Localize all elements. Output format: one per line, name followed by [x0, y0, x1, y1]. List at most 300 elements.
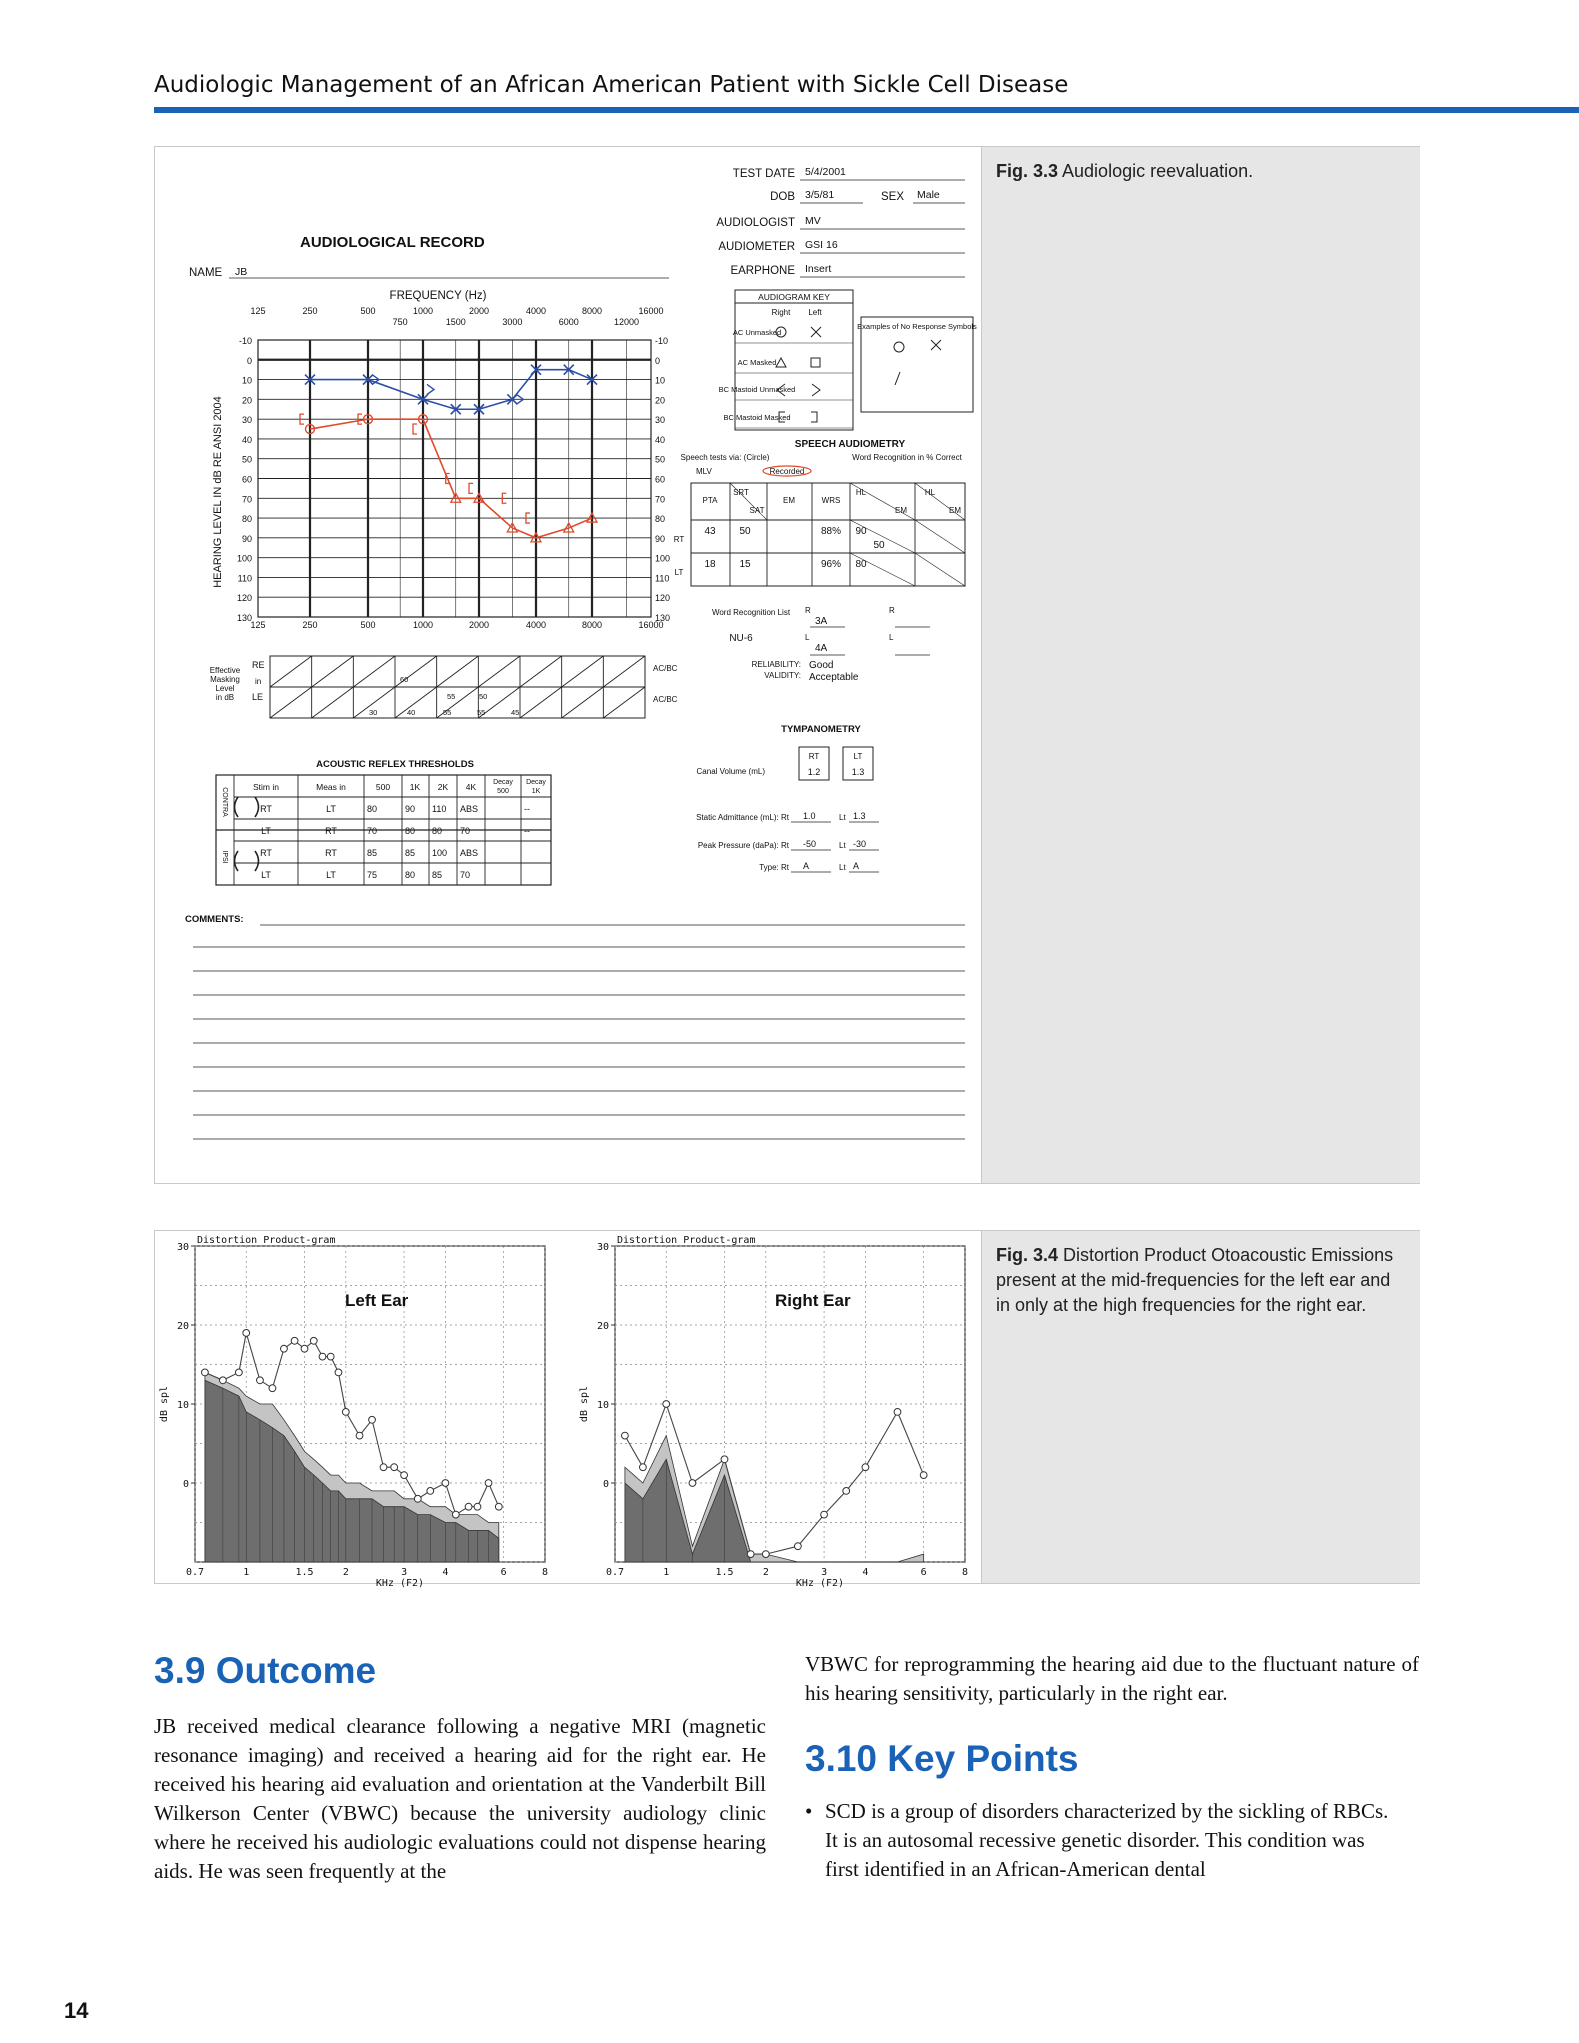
- masking-label-4: in dB: [215, 693, 235, 702]
- reflex-cell: LT: [326, 804, 336, 814]
- peak-label: Peak Pressure (daPa): Rt: [697, 841, 789, 850]
- dp-x-tick: 3: [401, 1567, 408, 1578]
- masking-le-value: 30: [369, 708, 378, 717]
- speech-header-em: EM: [783, 496, 795, 505]
- db-tick-left: 120: [236, 593, 252, 604]
- db-tick-right: 50: [655, 454, 666, 465]
- reflex-paren-left-2: [235, 851, 239, 871]
- reliability-label: RELIABILITY:: [751, 660, 801, 669]
- masking-le-value: 55: [443, 708, 452, 717]
- speech-hl-value: 80: [855, 559, 867, 570]
- key-acm-right-symbol: [776, 358, 786, 367]
- tymp-rt-label: RT: [808, 752, 820, 761]
- reflex-header-decay: Decay: [526, 779, 546, 786]
- freq-tick-mid: 12000: [613, 317, 640, 327]
- db-tick-right: 70: [655, 494, 666, 505]
- speech-header-em-2: EM: [895, 506, 907, 515]
- masking-diag-re: [437, 656, 479, 687]
- speech-srt-value: 15: [739, 559, 751, 570]
- speech-mlv-label: MLV: [696, 467, 712, 476]
- dp-y-tick: 10: [596, 1400, 609, 1411]
- masking-le-value: 45: [511, 708, 520, 717]
- key-points-list: [805, 1797, 1419, 1887]
- db-tick-left: 60: [241, 474, 252, 485]
- speech-header-wrs: WRS: [821, 496, 841, 505]
- masking-diag-re: [312, 656, 354, 687]
- freq-tick-top: 500: [360, 306, 376, 316]
- word-list-l2-label: L: [889, 633, 894, 642]
- dp-x-tick: 6: [500, 1567, 507, 1578]
- figure-3-3-caption: [996, 159, 1408, 184]
- dp-point: [319, 1353, 326, 1360]
- db-tick-left: 90: [241, 533, 252, 544]
- reflex-ipsi-label: IPSI: [221, 850, 228, 864]
- db-tick-left: 20: [241, 395, 252, 406]
- key-row-label: AC Unmasked: [732, 328, 782, 337]
- masking-le-value: 55: [477, 708, 486, 717]
- dob-value: 3/5/81: [805, 189, 835, 201]
- word-list-name: NU-6: [729, 633, 753, 644]
- speech-srt-value: 50: [739, 526, 751, 537]
- db-tick-right: 130: [655, 613, 671, 623]
- running-head: Audiologic Management of an African American Patient with Sickle Cell Disease: [154, 72, 1069, 98]
- masking-label-2: Masking: [210, 675, 240, 684]
- freq-tick-top: 16000: [638, 306, 664, 316]
- db-tick-right: 30: [655, 415, 666, 426]
- dp-x-tick: 8: [541, 1567, 549, 1578]
- nr-x-symbol: [931, 340, 941, 350]
- freq-tick-bottom: 4000: [525, 620, 547, 630]
- speech-diag: [915, 553, 965, 586]
- reflex-cell: RT: [325, 826, 337, 836]
- dp-x-label: KHz (F2): [375, 1578, 425, 1589]
- canal-rt-value: 1.2: [807, 767, 821, 777]
- freq-tick-bottom: 2000: [468, 620, 490, 630]
- figure-3-4-label: Fig. 3.4: [996, 1245, 1059, 1265]
- audiometer-value: GSI 16: [805, 239, 838, 251]
- masking-re-label: RE: [252, 660, 265, 670]
- speech-hl-value: 90: [855, 526, 867, 537]
- figure-3-4-caption-box: [981, 1231, 1420, 1583]
- dp-x-tick: 3: [821, 1567, 828, 1578]
- masking-label-3: Level: [215, 684, 235, 693]
- speech-recorded-label: Recorded: [769, 467, 805, 476]
- figure-3-3-label: Fig. 3.3: [996, 161, 1059, 181]
- freq-tick-top: 4000: [525, 306, 547, 316]
- reflex-cell: 110: [432, 804, 447, 814]
- masking-in-label: in: [255, 677, 262, 686]
- reflex-header: 4K: [465, 782, 477, 792]
- db-tick-right: 0: [655, 355, 661, 366]
- key-acm-left-symbol: [811, 358, 820, 367]
- dp-point: [291, 1337, 298, 1344]
- db-tick-left: 40: [241, 434, 252, 445]
- dp-x-tick: 1: [663, 1567, 670, 1578]
- speech-header-pta: PTA: [702, 496, 718, 505]
- reflex-header-freq: 500: [497, 788, 509, 795]
- dp-ear-label: Left Ear: [345, 1291, 409, 1310]
- dp-x-tick: 2: [762, 1567, 769, 1578]
- masking-re-value: 60: [400, 675, 409, 684]
- record-title: AUDIOLOGICAL RECORD: [300, 234, 485, 251]
- masking-diag-re: [270, 656, 312, 687]
- sex-label: SEX: [881, 191, 905, 203]
- dp-point: [465, 1503, 472, 1510]
- static-lt-value: 1.3: [853, 811, 866, 821]
- dp-point: [843, 1488, 850, 1495]
- masking-label-1: Effective: [209, 666, 241, 675]
- word-list-r-label: R: [805, 606, 811, 615]
- reflex-cell: LT: [261, 870, 271, 880]
- reflex-cell: 75: [367, 870, 378, 880]
- dp-x-tick: 4: [862, 1567, 869, 1578]
- dp-x-tick: 4: [442, 1567, 449, 1578]
- reflex-cell: --: [524, 804, 530, 814]
- freq-tick-bottom: 8000: [581, 620, 603, 630]
- speech-header-sat: SAT: [749, 506, 765, 515]
- dp-point: [335, 1369, 342, 1376]
- word-list-r2-label: R: [889, 606, 895, 615]
- freq-tick-mid: 6000: [558, 317, 579, 327]
- figure-3-3-caption-box: [981, 147, 1420, 1183]
- key-title: AUDIOGRAM KEY: [758, 292, 830, 302]
- dp-point: [762, 1551, 769, 1558]
- no-response-label: Examples of No Response Symbols: [857, 322, 977, 331]
- reflex-header: Meas in: [316, 782, 346, 792]
- dp-point: [821, 1511, 828, 1518]
- dp-point: [342, 1409, 349, 1416]
- masking-diag-le: [395, 687, 437, 718]
- db-tick-right: 20: [655, 395, 666, 406]
- db-tick-left: 100: [236, 553, 252, 564]
- reflex-header: 1K: [409, 782, 421, 792]
- reflex-header-decay: Decay: [493, 779, 513, 786]
- dpoae-charts: [155, 1231, 981, 1589]
- bullet-dot: •: [805, 1799, 813, 1823]
- reflex-header: Stim in: [253, 782, 279, 792]
- static-rt-value: 1.0: [803, 811, 816, 821]
- dp-point: [414, 1495, 421, 1502]
- dp-y-tick: 10: [176, 1400, 189, 1411]
- audiologist-label: AUDIOLOGIST: [716, 217, 795, 229]
- key-ac-left-symbol: [811, 327, 821, 337]
- db-tick-left: 0: [246, 355, 252, 366]
- dp-point: [391, 1464, 398, 1471]
- freq-tick-bottom: 1000: [412, 620, 434, 630]
- key-bcm-left-symbol: [811, 412, 817, 422]
- section-3-9-body: JB received medical clearance following a negative MRI (magnetic resonance imaging) and received a hearing aid for the right ear. He received his hearing aid evaluation and orientation at the Vanderbilt Bill Wilkerson Center (VBWC) because the university audiology clinic where he received his audiologic evaluations could not dispense hearing aids. He was seen frequently at the: [154, 1714, 766, 1883]
- reflex-cell: LT: [261, 826, 271, 836]
- dp-point: [485, 1480, 492, 1487]
- dp-point: [356, 1432, 363, 1439]
- db-tick-right: 60: [655, 474, 666, 485]
- tymp-title: TYMPANOMETRY: [781, 724, 861, 735]
- section-3-9-title: 3.9 Outcome: [154, 1650, 377, 1691]
- reflex-cell: RT: [325, 848, 337, 858]
- reflex-cell: 70: [367, 826, 378, 836]
- db-tick-right: 100: [655, 553, 671, 564]
- validity-label: VALIDITY:: [764, 671, 801, 680]
- masking-diag-le: [270, 687, 312, 718]
- peak-rt-value: -50: [803, 839, 817, 849]
- peak-lt-value: -30: [853, 839, 867, 849]
- dp-point: [219, 1377, 226, 1384]
- freq-tick-top: 8000: [581, 306, 603, 316]
- dp-x-tick: 1.5: [715, 1567, 734, 1578]
- masking-diag-re: [520, 656, 562, 687]
- dp-point: [235, 1369, 242, 1376]
- masking-diag-re: [353, 656, 395, 687]
- reflex-cell: 80: [405, 870, 416, 880]
- masking-diag-le: [520, 687, 562, 718]
- db-tick-left: 70: [241, 494, 252, 505]
- type-label: Type: Rt: [759, 863, 789, 872]
- peak-lt-label: Lt: [839, 841, 846, 850]
- type-rt-value: A: [803, 861, 810, 871]
- reflex-header-freq: 1K: [531, 788, 541, 795]
- dp-x-tick: 8: [961, 1567, 969, 1578]
- dp-point: [257, 1377, 264, 1384]
- reflex-cell: 85: [367, 848, 378, 858]
- dp-point: [301, 1345, 308, 1352]
- name-label: NAME: [189, 267, 223, 279]
- reflex-header: 500: [375, 782, 391, 792]
- comments-label: COMMENTS:: [185, 914, 244, 925]
- earphone-label: EARPHONE: [730, 265, 795, 277]
- section-3-9-continued: VBWC for reprogramming the hearing aid due to the fluctuant nature of his hearing sensitivity, particularly in the right ear.: [805, 1652, 1419, 1705]
- speech-via-label: Speech tests via: (Circle): [680, 453, 770, 462]
- dp-y-tick: 0: [602, 1479, 609, 1490]
- reflex-cell: 80: [405, 826, 416, 836]
- dp-x-label: KHz (F2): [795, 1578, 845, 1589]
- reflex-cell: 70: [460, 870, 471, 880]
- db-tick-right: 90: [655, 533, 666, 544]
- dp-point: [243, 1330, 250, 1337]
- speech-header-srt: SRT: [733, 488, 749, 497]
- figure-3-4-panel: [154, 1230, 1420, 1589]
- word-list-label: Word Recognition List: [711, 608, 791, 617]
- dp-point: [689, 1480, 696, 1487]
- dp-point: [622, 1432, 629, 1439]
- reflex-cell: 70: [460, 826, 471, 836]
- tymp-lt-label: LT: [853, 752, 863, 761]
- sex-value: Male: [917, 189, 940, 201]
- freq-tick-bottom: 500: [360, 620, 376, 630]
- masking-le-label: LE: [252, 692, 264, 702]
- db-tick-left: 80: [241, 514, 252, 525]
- freq-tick-mid: 750: [392, 317, 408, 327]
- key-row-label: AC Masked: [737, 358, 777, 367]
- dp-y-label: dB spl: [159, 1385, 170, 1423]
- dp-y-label: dB spl: [579, 1385, 590, 1423]
- masking-diag-le: [562, 687, 604, 718]
- y-axis-label: HEARING LEVEL IN dB RE ANSI 2004: [212, 396, 224, 588]
- db-tick-right: -10: [655, 336, 669, 346]
- nr-circle-symbol: [894, 342, 904, 352]
- dp-point: [401, 1472, 408, 1479]
- masking-le-value: 40: [407, 708, 416, 717]
- dp-point: [310, 1337, 317, 1344]
- dp-point: [380, 1464, 387, 1471]
- dp-point: [894, 1409, 901, 1416]
- dp-point: [920, 1472, 927, 1479]
- reflex-cell: --: [524, 826, 530, 836]
- db-tick-right: 120: [655, 593, 671, 604]
- masking-diag-le: [603, 687, 645, 718]
- speech-header-hl: HL: [855, 488, 867, 497]
- word-list-r-value: 3A: [815, 616, 828, 627]
- dp-point: [474, 1503, 481, 1510]
- word-recog-label: Word Recognition in % Correct: [852, 453, 962, 462]
- speech-ear-label: LT: [674, 568, 684, 577]
- reliability-value: Good: [809, 660, 834, 671]
- freq-tick-bottom: 125: [250, 620, 266, 630]
- dp-y-tick: 20: [596, 1321, 609, 1332]
- dp-point: [281, 1345, 288, 1352]
- db-tick-right: 110: [655, 573, 670, 584]
- speech-ear-label: RT: [673, 535, 685, 544]
- key-point-1: SCD is a group of disorders characterized by the sickling of RBCs. It is an autosomal recessive genetic disorder. This condition was first identified in an African-American dental: [825, 1799, 1389, 1881]
- freq-tick-top: 1000: [412, 306, 434, 316]
- figure-3-4-caption: [996, 1243, 1408, 1318]
- db-tick-right: 80: [655, 514, 666, 525]
- page-number: 14: [64, 1998, 89, 2023]
- reflex-contra-label: CONTRA: [221, 787, 228, 817]
- reflex-cell: 90: [405, 804, 416, 814]
- reflex-cell: LT: [326, 870, 336, 880]
- key-right-label: Right: [771, 308, 791, 317]
- audiologist-value: MV: [805, 215, 821, 227]
- audiometer-label: AUDIOMETER: [718, 241, 795, 253]
- dp-point: [794, 1543, 801, 1550]
- reflex-title: ACOUSTIC REFLEX THRESHOLDS: [316, 759, 474, 770]
- reflex-header: 2K: [437, 782, 449, 792]
- dp-x-tick: 6: [920, 1567, 927, 1578]
- reflex-cell: ABS: [460, 848, 479, 858]
- freq-tick-top: 2000: [468, 306, 490, 316]
- dp-y-tick: 30: [176, 1242, 189, 1253]
- key-left-label: Left: [808, 308, 822, 317]
- reflex-cell: 80: [432, 826, 443, 836]
- speech-header-em-3: EM: [949, 506, 961, 515]
- speech-em-value: 50: [873, 540, 885, 551]
- dp-point: [663, 1401, 670, 1408]
- masking-diag-re: [478, 656, 520, 687]
- masking-diag-re: [603, 656, 645, 687]
- dp-point: [747, 1551, 754, 1558]
- dp-chart-left: [159, 1235, 548, 1589]
- dob-label: DOB: [770, 191, 795, 203]
- dp-y-tick: 0: [182, 1479, 189, 1490]
- dp-x-tick: 0.7: [605, 1567, 625, 1578]
- reflex-cell: 100: [432, 848, 448, 858]
- speech-diag: [915, 483, 965, 520]
- header-rule: [154, 107, 1579, 113]
- dp-ear-label: Right Ear: [775, 1291, 851, 1310]
- audiological-record: [155, 147, 981, 1183]
- dp-point: [327, 1353, 334, 1360]
- dp-point: [442, 1480, 449, 1487]
- masking-acbc-re: AC/BC: [653, 664, 678, 673]
- db-tick-left: 50: [241, 454, 252, 465]
- key-bc-left-symbol: [812, 384, 820, 396]
- dp-point: [427, 1488, 434, 1495]
- figure-3-4-text: Distortion Product Otoacoustic Emissions present at the mid-frequencies for the left ear and in only at the high frequencies for the right ear.: [996, 1245, 1394, 1315]
- speech-diag: [915, 520, 965, 553]
- dp-x-tick: 1: [243, 1567, 250, 1578]
- db-tick-left: -10: [238, 336, 252, 346]
- figure-3-3-panel: [154, 146, 1420, 1184]
- validity-value: Acceptable: [809, 672, 859, 683]
- dp-chart-right: [579, 1235, 968, 1589]
- speech-pta-value: 18: [704, 559, 716, 570]
- static-label: Static Admittance (mL): Rt: [696, 813, 789, 822]
- section-3-10-title: 3.10 Key Points: [805, 1738, 1079, 1779]
- speech-pta-value: 43: [704, 526, 716, 537]
- nr-arrow-symbol: [895, 372, 900, 385]
- freq-tick-bottom: 250: [302, 620, 318, 630]
- masking-diag-le: [312, 687, 354, 718]
- test-date-value: 5/4/2001: [805, 166, 846, 178]
- db-tick-left: 130: [236, 613, 252, 623]
- dp-point: [495, 1503, 502, 1510]
- speech-wrs-value: 96%: [820, 559, 842, 570]
- masking-diag-re: [562, 656, 604, 687]
- test-date-label: TEST DATE: [732, 168, 795, 180]
- canal-lt-value: 1.3: [851, 767, 865, 777]
- word-list-l-value: 4A: [815, 643, 828, 654]
- earphone-value: Insert: [805, 263, 832, 275]
- masking-re-value: 50: [479, 692, 488, 701]
- reflex-cell: ABS: [460, 804, 479, 814]
- dp-chart-title: Distortion Product-gram: [617, 1235, 756, 1246]
- db-tick-right: 10: [655, 375, 666, 386]
- reflex-cell: 85: [405, 848, 416, 858]
- db-tick-left: 10: [241, 375, 252, 386]
- freq-tick-mid: 1500: [445, 317, 466, 327]
- dp-point: [862, 1464, 869, 1471]
- type-lt-label: Lt: [839, 863, 846, 872]
- dp-x-tick: 0.7: [185, 1567, 205, 1578]
- freq-tick-top: 250: [302, 306, 318, 316]
- dp-chart-title: Distortion Product-gram: [197, 1235, 336, 1246]
- key-row-label: BC Mastoid Unmasked: [718, 385, 796, 394]
- dp-point: [369, 1416, 376, 1423]
- dp-x-tick: 2: [342, 1567, 349, 1578]
- dp-y-tick: 30: [596, 1242, 609, 1253]
- dp-point: [639, 1464, 646, 1471]
- dp-point: [269, 1385, 276, 1392]
- reflex-cell: RT: [260, 848, 272, 858]
- reflex-paren-right-2: [255, 851, 259, 871]
- speech-title: SPEECH AUDIOMETRY: [794, 439, 906, 450]
- reflex-cell: 85: [432, 870, 443, 880]
- masking-re-value: 55: [447, 692, 456, 701]
- speech-header-hl-2: HL: [924, 488, 936, 497]
- db-tick-left: 110: [237, 573, 252, 584]
- static-lt-label: Lt: [839, 813, 846, 822]
- canal-label: Canal Volume (mL): [696, 767, 765, 776]
- freq-tick-bottom: 16000: [638, 620, 664, 630]
- db-tick-right: 40: [655, 434, 666, 445]
- reflex-cell: RT: [260, 804, 272, 814]
- dp-x-tick: 1.5: [295, 1567, 314, 1578]
- word-list-l-label: L: [805, 633, 810, 642]
- speech-diag: [850, 483, 915, 520]
- freq-tick-top: 125: [250, 306, 266, 316]
- speech-wrs-value: 88%: [820, 526, 842, 537]
- dp-point: [721, 1456, 728, 1463]
